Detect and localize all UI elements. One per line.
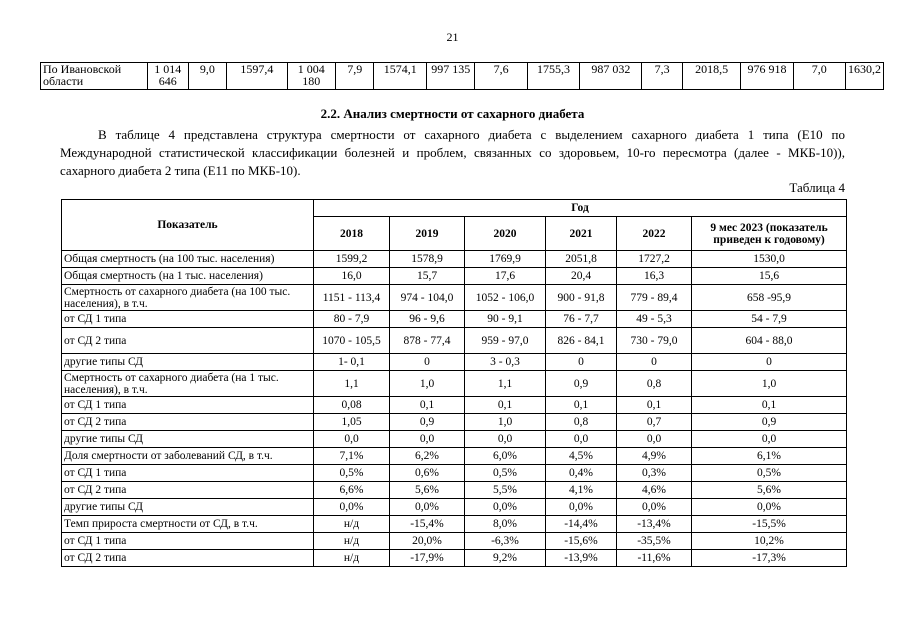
table-cell: 16,3 bbox=[617, 268, 692, 285]
row-label: Общая смертность (на 1 тыс. населения) bbox=[62, 268, 314, 285]
row-label: Доля смертности от заболеваний СД, в т.ч. bbox=[62, 448, 314, 465]
region-row bbox=[41, 63, 884, 90]
table-cell: 54 - 7,9 bbox=[692, 311, 847, 328]
intro-paragraph-text: В таблице 4 представлена структура смертности от сахарного диабета с выделением сахарного диабета 1 типа (Е10 по Международной статистической классификации болезней и проблем, связанных со здоровьем, 10-го пересмотра (далее - МКБ-10)), сахарного диабета 2 типа (Е11 по МКБ-10). bbox=[60, 127, 845, 178]
table-cell: 1,1 bbox=[314, 371, 390, 397]
table-cell: 0,6% bbox=[390, 465, 465, 482]
table-cell: 974 - 104,0 bbox=[390, 285, 465, 311]
table-cell: 0,0 bbox=[692, 431, 847, 448]
table-cell: 6,2% bbox=[390, 448, 465, 465]
table-row bbox=[62, 354, 847, 371]
table-cell: 0 bbox=[390, 354, 465, 371]
table-cell: 0,1 bbox=[390, 397, 465, 414]
row-label: другие типы СД bbox=[62, 499, 314, 516]
table-cell: 0,5% bbox=[314, 465, 390, 482]
table-cell: 0,0% bbox=[546, 499, 617, 516]
row-label: от СД 1 типа bbox=[62, 397, 314, 414]
row-label: другие типы СД bbox=[62, 354, 314, 371]
table-row bbox=[62, 414, 847, 431]
table-cell: 49 - 5,3 bbox=[617, 311, 692, 328]
year-2019-header: 2019 bbox=[390, 217, 465, 251]
row-label: от СД 2 типа bbox=[62, 414, 314, 431]
table-cell: 6,1% bbox=[692, 448, 847, 465]
region-value-cell: 1630,2 bbox=[845, 63, 883, 90]
row-label: от СД 2 типа bbox=[62, 482, 314, 499]
row-label: Темп прироста смертности от СД, в т.ч. bbox=[62, 516, 314, 533]
table-cell: 2051,8 bbox=[546, 251, 617, 268]
table-cell: 0,9 bbox=[692, 414, 847, 431]
table-row bbox=[62, 482, 847, 499]
table-cell: 4,5% bbox=[546, 448, 617, 465]
table-cell: 90 - 9,1 bbox=[465, 311, 546, 328]
table-cell: н/д bbox=[314, 533, 390, 550]
table-cell: 0 bbox=[617, 354, 692, 371]
table-cell: 1,0 bbox=[692, 371, 847, 397]
table-cell: 80 - 7,9 bbox=[314, 311, 390, 328]
year-2020-header: 2020 bbox=[465, 217, 546, 251]
table-cell: -11,6% bbox=[617, 550, 692, 567]
table-cell: 1530,0 bbox=[692, 251, 847, 268]
table-cell: 6,6% bbox=[314, 482, 390, 499]
region-value-cell: 1755,3 bbox=[527, 63, 580, 90]
region-cell: По Ивановской области bbox=[41, 63, 148, 90]
table-cell: 0,1 bbox=[465, 397, 546, 414]
region-value-cell: 987 032 bbox=[580, 63, 642, 90]
table-cell: 5,5% bbox=[465, 482, 546, 499]
table-cell: 1,0 bbox=[465, 414, 546, 431]
year-header: Год bbox=[314, 200, 847, 217]
table-cell: 20,4 bbox=[546, 268, 617, 285]
table-row bbox=[62, 465, 847, 482]
table-cell: 0,0 bbox=[546, 431, 617, 448]
table-cell: 17,6 bbox=[465, 268, 546, 285]
table-row bbox=[62, 431, 847, 448]
table-cell: -13,9% bbox=[546, 550, 617, 567]
table-cell: -17,9% bbox=[390, 550, 465, 567]
table-cell: н/д bbox=[314, 550, 390, 567]
table-cell: 0,08 bbox=[314, 397, 390, 414]
year-2018-header: 2018 bbox=[314, 217, 390, 251]
year-2023-header: 9 мес 2023 (показатель приведен к годовому) bbox=[692, 217, 847, 251]
table-cell: 0,0% bbox=[692, 499, 847, 516]
table-cell: 0,1 bbox=[692, 397, 847, 414]
table-cell: 1,1 bbox=[465, 371, 546, 397]
region-value-cell: 976 918 bbox=[741, 63, 793, 90]
table-cell: 0,0% bbox=[465, 499, 546, 516]
mortality-table bbox=[61, 199, 847, 567]
table-row bbox=[62, 397, 847, 414]
table-cell: 4,6% bbox=[617, 482, 692, 499]
region-value-cell: 7,0 bbox=[793, 63, 845, 90]
table-cell: 15,7 bbox=[390, 268, 465, 285]
table-row bbox=[62, 251, 847, 268]
table-row bbox=[62, 499, 847, 516]
table-cell: 0 bbox=[692, 354, 847, 371]
table-cell: 0,9 bbox=[546, 371, 617, 397]
table-cell: 5,6% bbox=[692, 482, 847, 499]
table-cell: 0,7 bbox=[617, 414, 692, 431]
table-cell: 0,0% bbox=[390, 499, 465, 516]
row-label: другие типы СД bbox=[62, 431, 314, 448]
table-cell: 0,4% bbox=[546, 465, 617, 482]
table-cell: 0,5% bbox=[465, 465, 546, 482]
table-cell: 10,2% bbox=[692, 533, 847, 550]
region-value-cell: 997 135 bbox=[427, 63, 475, 90]
table-cell: 0,3% bbox=[617, 465, 692, 482]
table-cell: 1727,2 bbox=[617, 251, 692, 268]
table-row bbox=[62, 550, 847, 567]
table-cell: 826 - 84,1 bbox=[546, 328, 617, 354]
table-cell: 4,9% bbox=[617, 448, 692, 465]
table-row bbox=[62, 448, 847, 465]
row-label: Общая смертность (на 100 тыс. населения) bbox=[62, 251, 314, 268]
table-row bbox=[62, 328, 847, 354]
table-cell: 9,2% bbox=[465, 550, 546, 567]
region-value-cell: 9,0 bbox=[188, 63, 227, 90]
table-cell: 76 - 7,7 bbox=[546, 311, 617, 328]
table-cell: 0,0 bbox=[465, 431, 546, 448]
table-cell: 779 - 89,4 bbox=[617, 285, 692, 311]
table-cell: 1052 - 106,0 bbox=[465, 285, 546, 311]
table-cell: 0 bbox=[546, 354, 617, 371]
table-cell: 1578,9 bbox=[390, 251, 465, 268]
row-label: от СД 1 типа bbox=[62, 465, 314, 482]
table-cell: 1151 - 113,4 bbox=[314, 285, 390, 311]
region-value-cell: 7,9 bbox=[335, 63, 374, 90]
table-cell: 6,0% bbox=[465, 448, 546, 465]
table-row bbox=[62, 533, 847, 550]
table-cell: 959 - 97,0 bbox=[465, 328, 546, 354]
table-cell: 1,0 bbox=[390, 371, 465, 397]
table-cell: 0,1 bbox=[546, 397, 617, 414]
table-cell: 0,9 bbox=[390, 414, 465, 431]
table-cell: 900 - 91,8 bbox=[546, 285, 617, 311]
table-row bbox=[62, 311, 847, 328]
row-label: от СД 2 типа bbox=[62, 550, 314, 567]
table-cell: 3 - 0,3 bbox=[465, 354, 546, 371]
table-cell: 4,1% bbox=[546, 482, 617, 499]
table-cell: 1- 0,1 bbox=[314, 354, 390, 371]
table-cell: 0,1 bbox=[617, 397, 692, 414]
region-value-cell: 7,3 bbox=[642, 63, 683, 90]
table-cell: 0,0 bbox=[617, 431, 692, 448]
table-row bbox=[62, 268, 847, 285]
table-cell: 1070 - 105,5 bbox=[314, 328, 390, 354]
region-value-cell: 7,6 bbox=[475, 63, 527, 90]
section-heading: 2.2. Анализ смертности от сахарного диабета bbox=[320, 106, 585, 121]
table-cell: 730 - 79,0 bbox=[617, 328, 692, 354]
row-label: Смертность от сахарного диабета (на 1 тыс. населения), в т.ч. bbox=[62, 371, 314, 397]
table-cell: 15,6 bbox=[692, 268, 847, 285]
table-cell: -14,4% bbox=[546, 516, 617, 533]
region-value-cell: 1597,4 bbox=[227, 63, 287, 90]
page-number: 21 bbox=[446, 30, 459, 44]
table-cell: 96 - 9,6 bbox=[390, 311, 465, 328]
table-cell: -6,3% bbox=[465, 533, 546, 550]
table-cell: -17,3% bbox=[692, 550, 847, 567]
table-cell: 8,0% bbox=[465, 516, 546, 533]
table-cell: 20,0% bbox=[390, 533, 465, 550]
table-cell: 0,5% bbox=[692, 465, 847, 482]
table-cell: 878 - 77,4 bbox=[390, 328, 465, 354]
table-cell: 16,0 bbox=[314, 268, 390, 285]
indicator-header: Показатель bbox=[62, 200, 314, 251]
row-label: от СД 2 типа bbox=[62, 328, 314, 354]
year-2021-header: 2021 bbox=[546, 217, 617, 251]
region-value-cell: 2018,5 bbox=[682, 63, 741, 90]
table-row bbox=[62, 371, 847, 397]
table-cell: -15,5% bbox=[692, 516, 847, 533]
table-cell: 7,1% bbox=[314, 448, 390, 465]
table-row bbox=[62, 285, 847, 311]
region-value-cell: 1 004 180 bbox=[287, 63, 335, 90]
region-value-cell: 1574,1 bbox=[374, 63, 427, 90]
table-cell: 604 - 88,0 bbox=[692, 328, 847, 354]
table-cell: 0,0 bbox=[314, 431, 390, 448]
table-cell: н/д bbox=[314, 516, 390, 533]
table-cell: 658 -95,9 bbox=[692, 285, 847, 311]
region-value-cell: 1 014 646 bbox=[147, 63, 188, 90]
row-label: от СД 1 типа bbox=[62, 533, 314, 550]
intro-paragraph bbox=[60, 126, 845, 180]
table-cell: 1,05 bbox=[314, 414, 390, 431]
continuation-table bbox=[40, 62, 884, 90]
table-caption: Таблица 4 bbox=[789, 180, 845, 195]
table-cell: 5,6% bbox=[390, 482, 465, 499]
table-cell: 0,0% bbox=[314, 499, 390, 516]
table-cell: -15,6% bbox=[546, 533, 617, 550]
row-label: от СД 1 типа bbox=[62, 311, 314, 328]
table-cell: -13,4% bbox=[617, 516, 692, 533]
table-cell: -35,5% bbox=[617, 533, 692, 550]
table-cell: 0,8 bbox=[546, 414, 617, 431]
table-cell: 0,0 bbox=[390, 431, 465, 448]
table-cell: 0,8 bbox=[617, 371, 692, 397]
row-label: Смертность от сахарного диабета (на 100 тыс. населения), в т.ч. bbox=[62, 285, 314, 311]
table-row bbox=[62, 516, 847, 533]
table-cell: 1599,2 bbox=[314, 251, 390, 268]
table-cell: 0,0% bbox=[617, 499, 692, 516]
table-cell: 1769,9 bbox=[465, 251, 546, 268]
table-cell: -15,4% bbox=[390, 516, 465, 533]
year-2022-header: 2022 bbox=[617, 217, 692, 251]
